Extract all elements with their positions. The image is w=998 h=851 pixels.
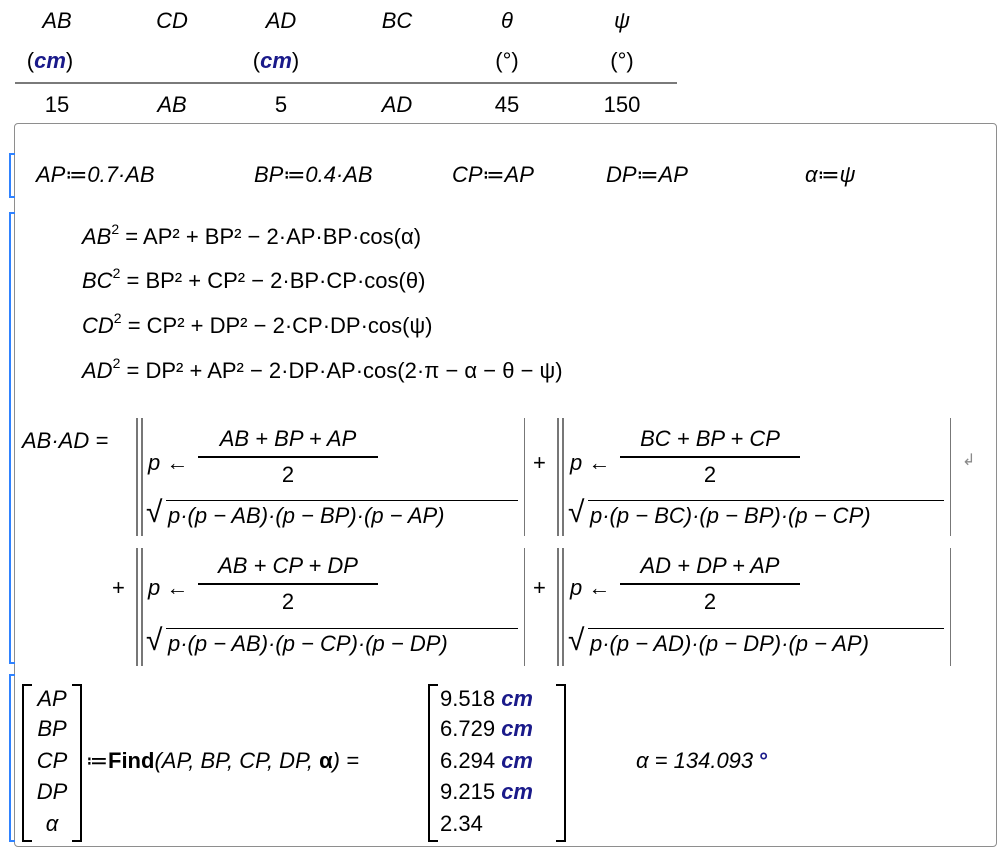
sqrt-vinculum — [588, 500, 944, 501]
var-alpha: α — [45, 811, 59, 836]
assign-p: p ← — [148, 575, 189, 600]
def-cp[interactable]: CP≔AP — [452, 162, 534, 187]
result-ap: 9.518 cm — [440, 686, 533, 711]
program-bar — [136, 418, 143, 536]
block-end-bar — [524, 548, 525, 666]
sqrt-vinculum — [166, 628, 518, 629]
sqrt-sign: √ — [568, 624, 585, 657]
find-call[interactable]: ≔Find(AP, BP, CP, DP, α) = — [86, 748, 359, 773]
equation-ab[interactable]: $AB^2 = AP^2 + BP^2 - 2\cdot AP\cdot BP\cdot\cos(\alpha)$ — [82, 221, 422, 249]
frac-denominator: 2 — [703, 589, 717, 614]
matrix-bracket-right — [556, 684, 566, 842]
frac-bar — [198, 583, 378, 585]
plus-3: + — [533, 575, 546, 600]
value-cd: AB — [157, 92, 187, 117]
sqrt-sign: √ — [568, 496, 585, 529]
sqrt-expr: p·(p − AB)·(p − CP)·(p − DP) — [168, 631, 448, 656]
sqrt-sign: √ — [146, 496, 163, 529]
program-bar — [557, 418, 564, 536]
unit-psi: (°) — [610, 48, 634, 73]
assign-p: p ← — [570, 450, 611, 475]
equation-cd[interactable]: $CD^2 = CP^2 + DP^2 - 2\cdot CP\cdot DP\cdot\cos(\psi)$ — [82, 310, 433, 338]
frac-bar — [620, 456, 800, 458]
def-dp[interactable]: DP≔AP — [606, 162, 688, 187]
def-bp[interactable]: BP≔0.4·AB — [254, 162, 373, 187]
plus-2: + — [112, 575, 125, 600]
alpha-degrees-result[interactable]: α = 134.093 ° — [636, 748, 769, 773]
region-bracket-constraints — [9, 212, 11, 664]
frac-numerator: AB + CP + DP — [218, 553, 358, 578]
unit-ab: (cm) — [26, 48, 74, 73]
assign-p: p ← — [148, 450, 189, 475]
sqrt-expr: p·(p − AD)·(p − DP)·(p − AP) — [590, 631, 869, 656]
value-psi: 150 — [603, 92, 641, 117]
sqrt-expr: p·(p − AB)·(p − BP)·(p − AP) — [168, 503, 445, 528]
result-bp: 6.729 cm — [440, 716, 533, 741]
plus-1: + — [533, 450, 546, 475]
frac-denominator: 2 — [281, 589, 295, 614]
def-ap[interactable]: AP≔0.7·AB — [36, 162, 155, 187]
table-divider — [15, 82, 677, 84]
program-bar — [557, 548, 564, 666]
col-header-theta: θ — [501, 8, 513, 33]
region-bracket-find — [9, 674, 11, 842]
var-dp: DP — [36, 779, 68, 804]
sqrt-vinculum — [166, 500, 518, 501]
col-header-ad: AD — [265, 8, 297, 33]
assign-p: p ← — [570, 575, 611, 600]
program-bar — [136, 548, 143, 666]
col-header-bc: BC — [381, 8, 413, 33]
var-bp: BP — [37, 716, 67, 741]
frac-numerator: AD + DP + AP — [640, 553, 780, 578]
region-bracket-guess — [9, 153, 11, 198]
unit-ad: (cm) — [252, 48, 300, 73]
def-alpha[interactable]: α≔ψ — [805, 162, 856, 187]
frac-numerator: AB + BP + AP — [219, 426, 357, 451]
frac-denominator: 2 — [703, 462, 717, 487]
col-header-psi: ψ — [613, 8, 630, 33]
result-cp: 6.294 cm — [440, 748, 533, 773]
var-cp: CP — [36, 748, 68, 773]
sqrt-expr: p·(p − BC)·(p − BP)·(p − CP) — [590, 503, 871, 528]
matrix-bracket-left — [428, 684, 438, 842]
value-ab: 15 — [44, 92, 70, 117]
frac-bar — [198, 456, 378, 458]
value-bc: AD — [381, 92, 413, 117]
frac-denominator: 2 — [281, 462, 295, 487]
frac-numerator: BC + BP + CP — [640, 426, 780, 451]
result-alpha: 2.34 — [440, 811, 483, 836]
block-end-bar — [524, 418, 525, 536]
unit-theta: (°) — [495, 48, 519, 73]
equation-ad[interactable]: $AD^2 = DP^2 + AP^2 - 2\cdot DP\cdot AP\cdot\cos(2\cdot\pi - \alpha - \theta - \psi)$ — [82, 355, 563, 383]
equation-bc[interactable]: $BC^2 = BP^2 + CP^2 - 2\cdot BP\cdot CP\cdot\cos(\theta)$ — [82, 265, 426, 293]
value-ad: 5 — [274, 92, 288, 117]
col-header-cd: CD — [156, 8, 188, 33]
var-ap: AP — [37, 686, 67, 711]
col-header-ab: AB — [42, 8, 72, 33]
sqrt-sign: √ — [146, 624, 163, 657]
frac-bar — [620, 583, 800, 585]
block-end-bar — [950, 418, 951, 536]
result-dp: 9.215 cm — [440, 779, 533, 804]
area-lhs: AB·AD = — [22, 428, 109, 453]
sqrt-vinculum — [588, 628, 944, 629]
value-theta: 45 — [494, 92, 520, 117]
block-end-bar — [950, 548, 951, 666]
line-break-icon: ↲ — [962, 452, 976, 469]
